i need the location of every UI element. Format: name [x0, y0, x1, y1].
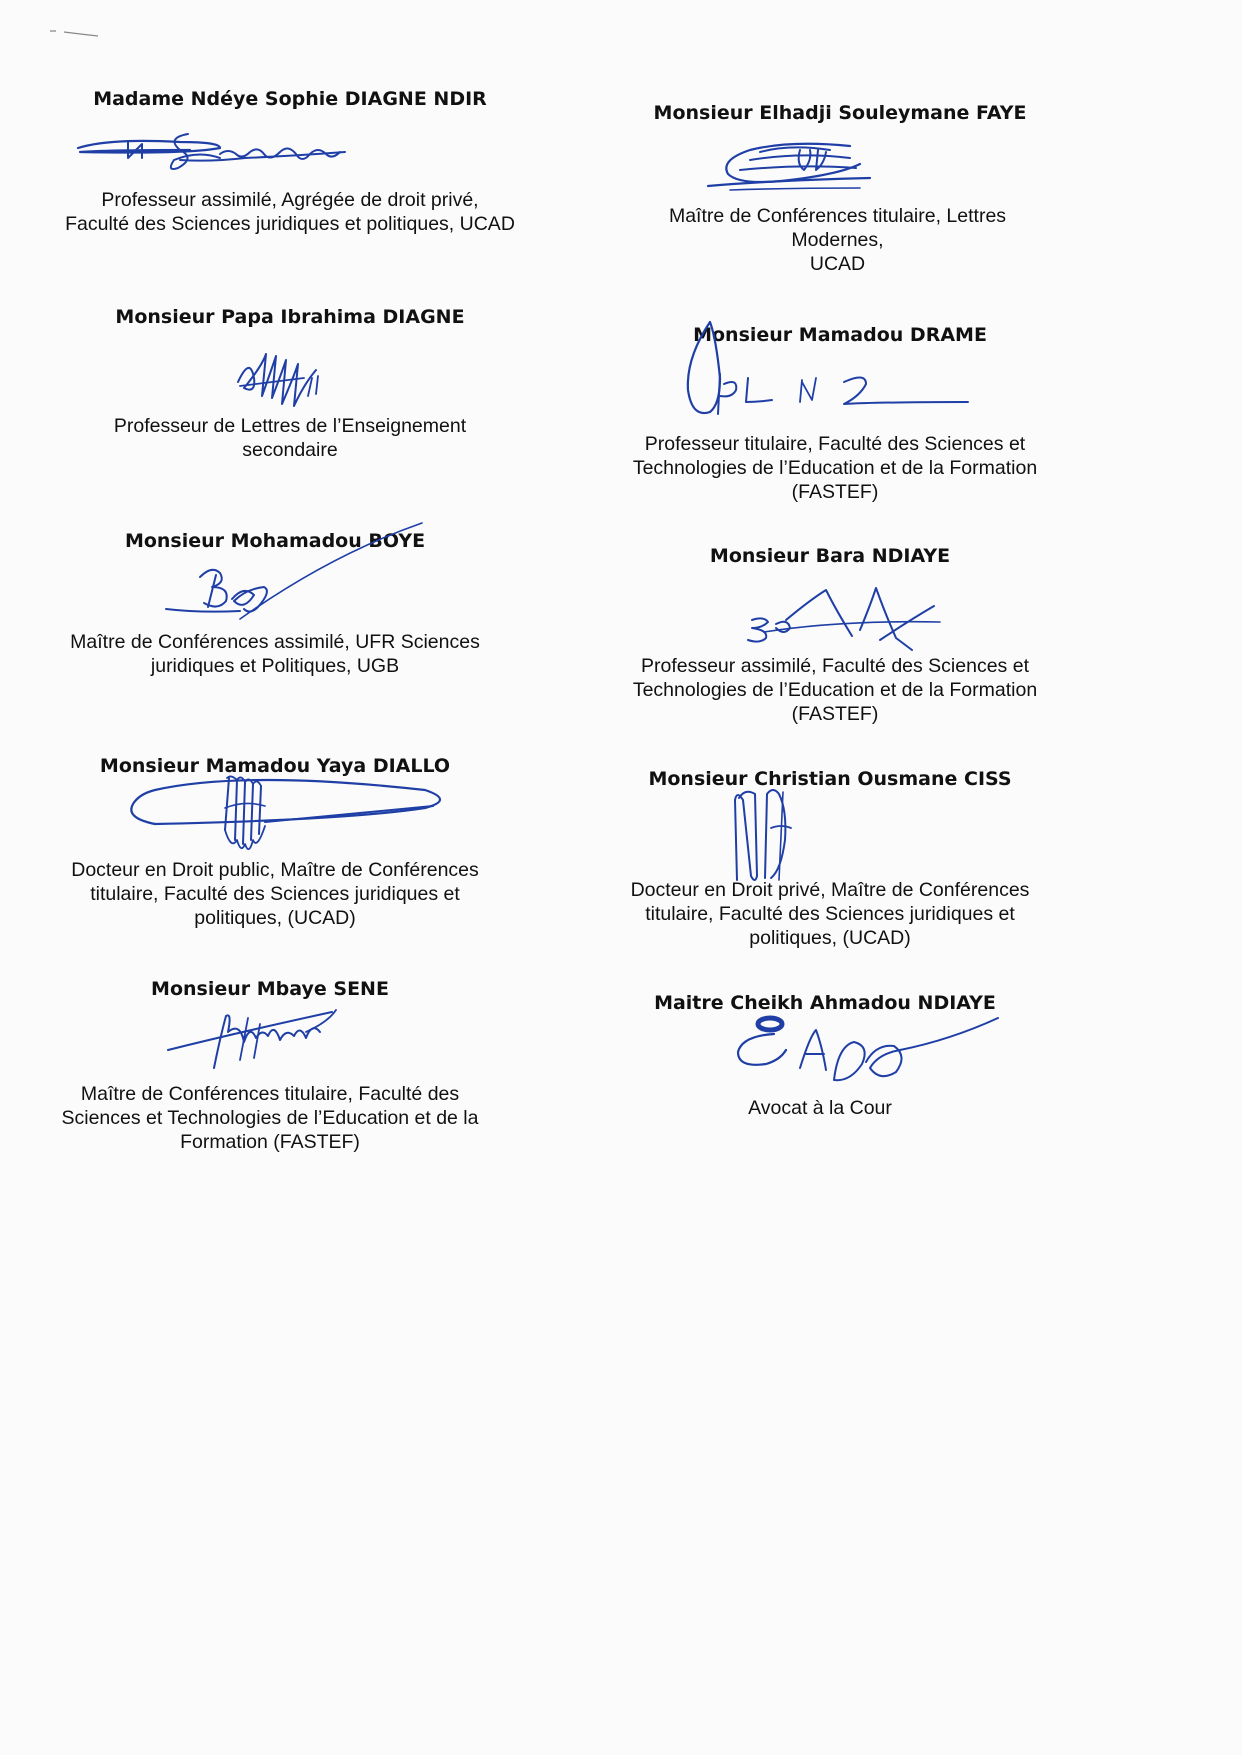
signatory-title-faye: Maître de Conférences titulaire, Lettres Modernes, UCAD [668, 205, 1007, 275]
signatory-block-ciss [630, 768, 1030, 790]
signatory-block-faye [640, 102, 1040, 124]
signature-cheikh-ndiaye [730, 1006, 1010, 1096]
signatory-block-papa-diagne [90, 306, 490, 328]
signatory-block-bara-ndiaye [630, 545, 1030, 567]
signatory-title-bara-ndiaye: Professeur assimilé, Faculté des Sciences et Technologies de l’Education et de la Formation (FASTEF) [632, 655, 1038, 725]
signatory-title-boye: Maître de Conférences assimilé, UFR Sciences juridiques et Politiques, UGB [70, 631, 480, 677]
signatory-name: Madame Ndéye Sophie DIAGNE NDIR [93, 88, 487, 110]
signatory-name: Monsieur Mbaye SENE [151, 978, 389, 1000]
signatory-title-cheikh-ndiaye: Avocat à la Cour [748, 1097, 892, 1119]
scan-artifact [50, 28, 110, 40]
signature-bara-ndiaye [740, 580, 960, 660]
signatory-name: Monsieur Elhadji Souleymane FAYE [653, 102, 1027, 124]
signatory-title-papa-diagne: Professeur de Lettres de l’Enseignement secondaire [113, 415, 467, 461]
signatory-block-sene [70, 978, 470, 1000]
signatory-name: Maitre Cheikh Ahmadou NDIAYE [654, 992, 996, 1014]
signatory-title-drame: Professeur titulaire, Faculté des Sciences et Technologies de l’Education et de la Formation (FASTEF) [632, 433, 1038, 503]
signatory-title-sene: Maître de Conférences titulaire, Faculté des Sciences et Technologies de l’Education et de la Formation (FASTEF) [61, 1083, 479, 1153]
signatory-name: Monsieur Mamadou DRAME [693, 324, 987, 346]
signatory-title-diallo: Docteur en Droit public, Maître de Conférences titulaire, Faculté des Sciences juridiques et politiques, (UCAD) [71, 859, 479, 929]
signature-diallo [125, 760, 455, 870]
signatory-title-diagne-ndir: Professeur assimilé, Agrégée de droit privé, Faculté des Sciences juridiques et politiques, UCAD [65, 189, 515, 235]
signatory-name: Monsieur Christian Ousmane CISS [648, 768, 1012, 790]
signatory-block-diagne-ndir [70, 88, 510, 110]
signatory-name: Monsieur Mohamadou BOYE [124, 530, 426, 552]
signature-boye [160, 515, 440, 645]
signatory-name: Monsieur Bara NDIAYE [709, 545, 951, 567]
signatory-name: Monsieur Mamadou Yaya DIALLO [99, 755, 451, 777]
signatory-name: Monsieur Papa Ibrahima DIAGNE [115, 306, 465, 328]
signature-faye [700, 130, 880, 210]
signature-sene [160, 1002, 360, 1082]
signature-drame [680, 318, 980, 428]
signatory-title-ciss: Docteur en Droit privé, Maître de Conférences titulaire, Faculté des Sciences juridiques et politiques, (UCAD) [630, 879, 1030, 949]
